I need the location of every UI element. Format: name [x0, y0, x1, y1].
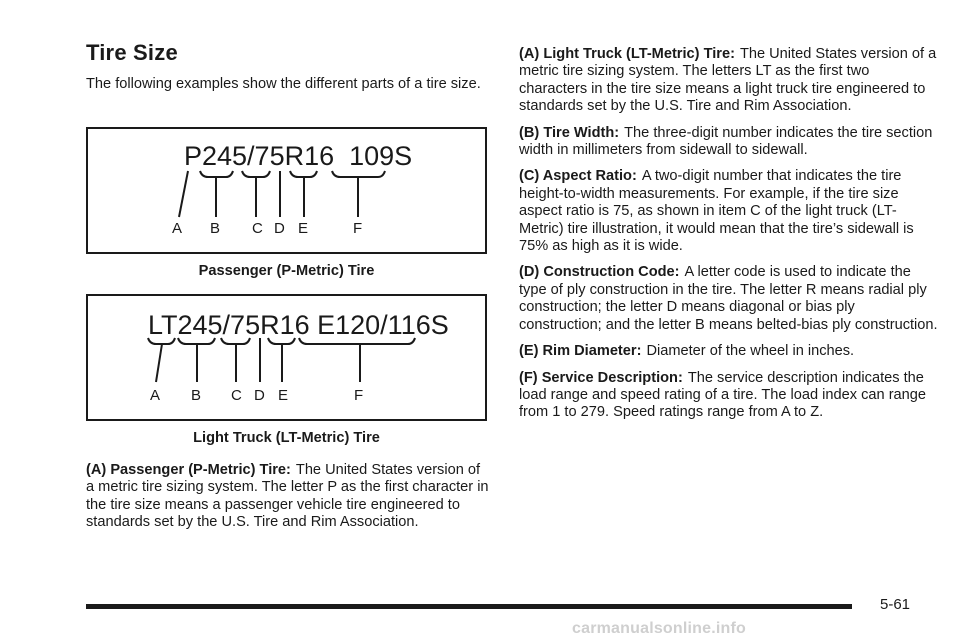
- callout-label: A: [150, 387, 161, 404]
- definition-paragraph: [519, 343, 939, 360]
- callout-label: A: [172, 220, 183, 237]
- definition-text: The three-digit number indicates the tire section width in millimeters from sidewall to sidewall.: [519, 124, 933, 159]
- callout-label: E: [278, 387, 289, 404]
- definition-term: (C) Aspect Ratio:: [519, 168, 637, 185]
- definition-paragraph: [519, 46, 939, 116]
- definition-term: (E) Rim Diameter:: [519, 343, 642, 360]
- definition-term: (A) Passenger (P-Metric) Tire:: [86, 462, 291, 478]
- callout-labels: [150, 387, 363, 404]
- callout-label: C: [231, 387, 242, 404]
- intro-paragraph: The following examples show the different parts of a tire size.: [86, 76, 481, 92]
- passenger-tire-diagram: [88, 129, 489, 256]
- definition-text: The United States version of a metric tire sizing system. The letter P as the first character in the tire size means a passenger vehicle tire engineered to standards set by the U.S. Tire and Rim Association.: [86, 462, 489, 531]
- definition-text: The United States version of a metric tire sizing system. The letters LT as the first two characters in the tire size means a light truck tire engineered to standards set by the U.S. Tire and Rim Association.: [519, 46, 937, 115]
- left-column: [86, 40, 491, 93]
- callout-label: E: [298, 220, 309, 237]
- callout-label: F: [353, 220, 363, 237]
- definition-passenger-tire: [86, 462, 491, 532]
- passenger-tire-figure: [86, 127, 487, 254]
- watermark: carmanualsonline.info: [572, 620, 747, 637]
- definition-term: (A) Light Truck (LT-Metric) Tire:: [519, 46, 735, 62]
- callout-label: C: [252, 220, 263, 237]
- right-column: [519, 46, 939, 431]
- section-title: Tire Size: [86, 40, 178, 65]
- callout-labels: [172, 220, 362, 237]
- callout-label: D: [254, 387, 265, 404]
- figure-caption: Light Truck (LT-Metric) Tire: [193, 430, 380, 446]
- definition-term: (F) Service Description:: [519, 369, 683, 386]
- light-truck-tire-figure: [86, 294, 487, 421]
- callout-lines: [148, 338, 415, 382]
- definition-text: A letter code is used to indicate the type of ply construction in the tire. The letter R means radial ply construction; the letter D means diagonal or bias ply construction; and the letter B means belted-bias ply construction.: [519, 264, 938, 333]
- light-truck-tire-diagram: [88, 296, 489, 423]
- callout-label: F: [354, 387, 364, 404]
- figure-caption: Passenger (P-Metric) Tire: [198, 263, 375, 279]
- footer-rule: [86, 604, 852, 609]
- definition-term: (D) Construction Code:: [519, 264, 680, 281]
- definition-paragraph: [86, 462, 491, 532]
- definition-term: (B) Tire Width:: [519, 124, 620, 141]
- callout-label: D: [274, 220, 285, 237]
- definition-text: A two-digit number that indicates the tire height-to-width measurements. For example, if the tire size aspect ratio is 75, as shown in item C of the light truck (LT-Metric) tire illustration, it would mean that the tire’s sidewall is 75% as high as it is wide.: [519, 168, 914, 255]
- definition-paragraph: [519, 370, 939, 422]
- callout-label: B: [191, 387, 202, 404]
- definition-paragraph: [519, 168, 939, 255]
- definition-text: Diameter of the wheel in inches.: [646, 343, 855, 360]
- callout-lines: [179, 171, 385, 217]
- tire-size-code: P245/75R16 109S: [184, 141, 413, 171]
- definition-text: The service description indicates the load range and speed rating of a tire. The load index can range from 1 to 279. Speed ratings range from A to Z.: [519, 369, 927, 421]
- definition-paragraph: [519, 264, 939, 334]
- page-number: 5-61: [880, 596, 911, 613]
- callout-label: B: [210, 220, 221, 237]
- definition-paragraph: [519, 125, 939, 160]
- tire-size-code: LT245/75R16 E120/116S: [148, 310, 449, 340]
